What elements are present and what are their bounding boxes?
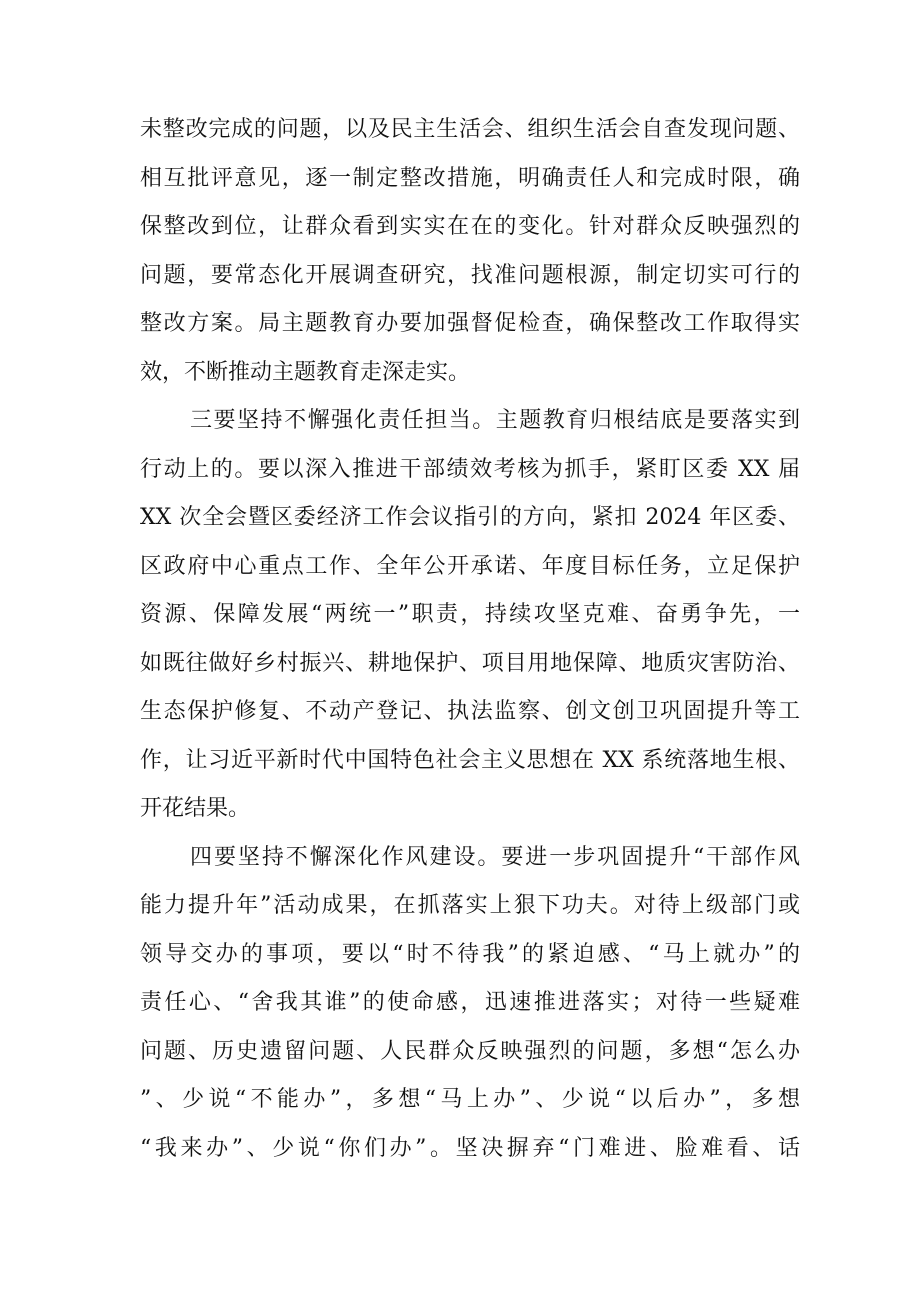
paragraph-3 [140, 834, 800, 1174]
paragraph-line: “我来办”、少说“你们办”。坚决摒弃“门难进、脸难看、话 [140, 1135, 800, 1161]
paragraph-line: 三要坚持不懈强化责任担当。主题教育归根结底是要落实到 [190, 408, 800, 433]
paragraph-line: 行动上的。要以深入推进干部绩效考核为抓手，紧盯区委 XX 届 [140, 456, 800, 482]
paragraph-line: 问题，要常态化开展调查研究，找准问题根源，制定切实可行的 [140, 262, 800, 288]
paragraph-1 [140, 106, 800, 397]
paragraph-line: 整改方案。局主题教育办要加强督促检查，确保整改工作取得实 [140, 311, 800, 336]
paragraph-line: 四要坚持不懈深化作风建设。要进一步巩固提升“干部作风 [190, 844, 800, 870]
paragraph-line: 领导交办的事项，要以“时不待我”的紧迫感、“马上就办”的 [140, 941, 800, 967]
paragraph-2 [140, 397, 800, 834]
paragraph-line: 资源、保障发展“两统一”职责，持续攻坚克难、奋勇争先，一 [140, 602, 800, 627]
paragraph-line: 未整改完成的问题，以及民主生活会、组织生活会自查发现问题、 [140, 117, 800, 142]
paragraph-line: 区政府中心重点工作、全年公开承诺、年度目标任务，立足保护 [140, 553, 800, 579]
paragraph-line: 相互批评意见，逐一制定整改措施，明确责任人和完成时限，确 [140, 165, 800, 191]
paragraph-line: 问题、历史遗留问题、人民群众反映强烈的问题，多想“怎么办 [140, 1038, 800, 1064]
paragraph-line: 生态保护修复、不动产登记、执法监察、创文创卫巩固提升等工 [140, 699, 800, 724]
paragraph-line: 如既往做好乡村振兴、耕地保护、项目用地保障、地质灾害防治、 [140, 650, 800, 676]
paragraph-line: 效，不断推动主题教育走深走实。 [140, 359, 471, 385]
paragraph-line: 开花结果。 [140, 796, 251, 821]
paragraph-line: 作，让习近平新时代中国特色社会主义思想在 XX 系统落地生根、 [140, 747, 800, 773]
document-body [140, 106, 800, 1173]
paragraph-line: 责任心、“舍我其谁”的使命感，迅速推进落实；对待一些疑难 [140, 990, 800, 1015]
paragraph-line: 保整改到位，让群众看到实实在在的变化。针对群众反映强烈的 [140, 214, 800, 239]
paragraph-line: XX 次全会暨区委经济工作会议指引的方向，紧扣 2024 年区委、 [140, 505, 800, 530]
paragraph-line: 能力提升年”活动成果，在抓落实上狠下功夫。对待上级部门或 [140, 893, 800, 918]
paragraph-line: ”、少说“不能办”，多想“马上办”、少说“以后办”，多想 [140, 1087, 800, 1112]
